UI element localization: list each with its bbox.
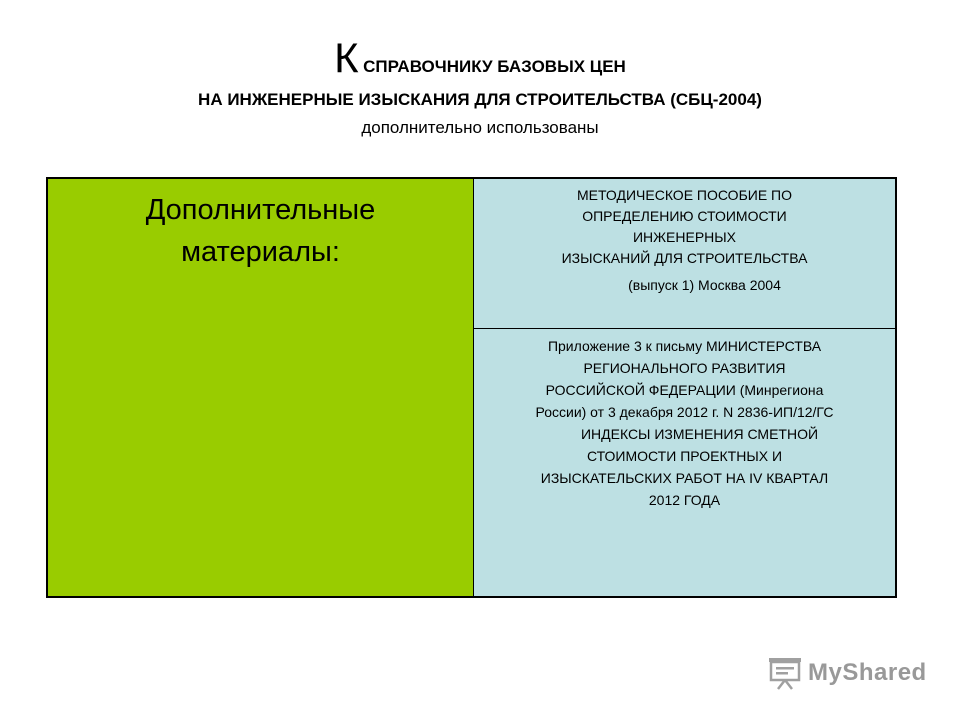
right-bottom-line: СТОИМОСТИ ПРОЕКТНЫХ И [586, 448, 783, 464]
presentation-screen-icon [768, 656, 802, 690]
right-bottom-line: РЕГИОНАЛЬНОГО РАЗВИТИЯ [583, 360, 786, 376]
right-top-line: ОПРЕДЕЛЕНИЮ СТОИМОСТИ [582, 208, 787, 224]
materials-table [46, 177, 897, 598]
right-bottom-line: 2012 ГОДА [648, 492, 721, 508]
logo-text: MyShared [808, 659, 927, 686]
left-cell-line-2: материалы: [181, 236, 340, 268]
left-cell-line-1: Дополнительные [145, 194, 376, 226]
title-line-1 [40, 36, 920, 80]
slide-title [40, 36, 920, 138]
myshared-logo[interactable] [768, 655, 927, 691]
right-bottom-cell [474, 329, 895, 596]
right-top-edition: (выпуск 1) Москва 2004 [628, 277, 781, 293]
title-big-letter: К [334, 34, 359, 81]
right-top-cell [474, 179, 895, 329]
left-cell [48, 179, 474, 596]
right-bottom-line: России) от 3 декабря 2012 г. N 2836-ИП/12/ГС [535, 404, 834, 420]
right-bottom-line: ИНДЕКСЫ ИЗМЕНЕНИЯ СМЕТНОЙ [580, 426, 819, 442]
right-top-line: ИЗЫСКАНИЙ ДЛЯ СТРОИТЕЛЬСТВА [561, 250, 808, 266]
right-top-line: МЕТОДИЧЕСКОЕ ПОСОБИЕ ПО [576, 187, 793, 203]
right-bottom-line: Приложение 3 к письму МИНИСТЕРСТВА [547, 338, 822, 354]
title-line-2: НА ИНЖЕНЕРНЫЕ ИЗЫСКАНИЯ ДЛЯ СТРОИТЕЛЬСТВА (СБЦ-2004) [198, 90, 762, 109]
left-cell-text [48, 189, 473, 273]
right-bottom-line: ИЗЫСКАТЕЛЬСКИХ РАБОТ НА IV КВАРТАЛ [540, 470, 829, 486]
title-subtitle: дополнительно использованы [361, 118, 599, 137]
right-top-line: ИНЖЕНЕРНЫХ [632, 229, 737, 245]
title-line-1-text: СПРАВОЧНИКУ БАЗОВЫХ ЦЕН [363, 57, 626, 76]
right-bottom-line: РОССИЙСКОЙ ФЕДЕРАЦИИ (Минрегиона [545, 382, 824, 398]
